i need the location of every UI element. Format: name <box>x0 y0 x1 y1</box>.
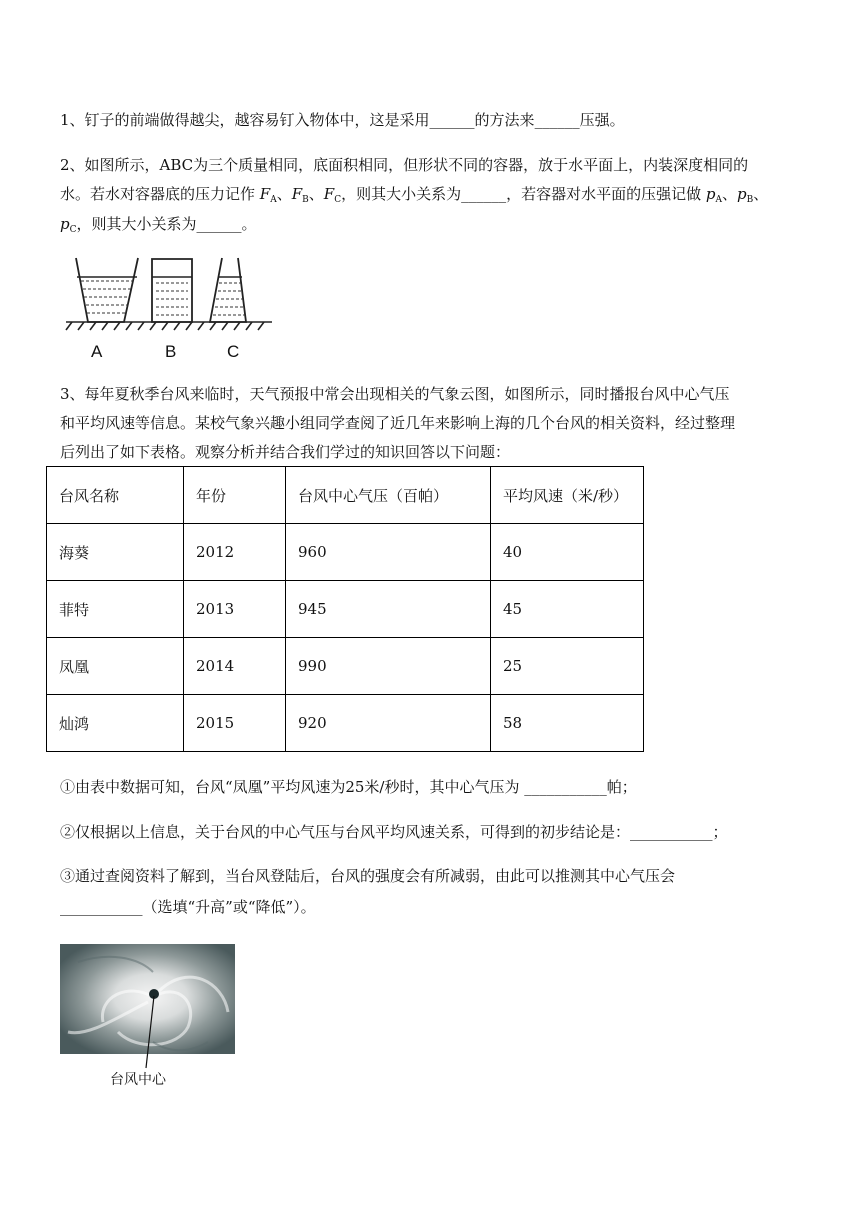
table-header: 台风名称 <box>47 467 184 524</box>
ground-line <box>66 322 272 330</box>
pressure-c: $p_C$ <box>60 215 77 235</box>
q1-text-c: 压强。 <box>579 111 625 129</box>
table-header: 平均风速（米/秒） <box>491 467 644 524</box>
question-1 <box>60 110 625 130</box>
container-a <box>76 258 138 322</box>
q2-text-c: ，若容器对水平面的压强记做 <box>506 185 702 203</box>
q1-blank-1: ______ <box>429 111 475 129</box>
table-cell: 25 <box>491 638 644 695</box>
pressure-a: $p_A$ <box>705 185 723 205</box>
table-cell: 海葵 <box>47 524 184 581</box>
water-a <box>81 281 133 313</box>
table-cell: 45 <box>491 581 644 638</box>
separator: 、 <box>308 185 324 203</box>
q1-text-a: 1、钉子的前端做得越尖，越容易钉入物体中，这是采用 <box>60 111 430 129</box>
table-cell: 40 <box>491 524 644 581</box>
q2-text-b: ，则其大小关系为 <box>341 185 462 203</box>
table-cell: 58 <box>491 695 644 752</box>
sub-question-3-line-1: ③通过查阅资料了解到，当台风登陆后，台风的强度会有所减弱，由此可以推测其中心气压会 <box>60 867 676 885</box>
table-header: 台风中心气压（百帕） <box>286 467 491 524</box>
question-3-line-1: 3、每年夏秋季台风来临时，天气预报中常会出现相关的气象云图，如图所示，同时播报台风中心气压 <box>60 385 730 403</box>
sub-question-2: ②仅根据以上信息，关于台风的中心气压与台风平均风速关系，可得到的初步结论是：___________； <box>60 823 728 841</box>
separator: 、 <box>276 185 292 203</box>
q2-end: 。 <box>241 215 257 233</box>
pressure-b: $p_B$ <box>737 185 754 205</box>
table-cell: 2014 <box>184 638 286 695</box>
table-row <box>47 695 644 752</box>
force-b: $F_B$ <box>291 185 309 205</box>
q2-blank-2: ______ <box>196 215 242 233</box>
table-cell: 2015 <box>184 695 286 752</box>
table-row <box>47 581 644 638</box>
force-c: $F_C$ <box>323 185 342 205</box>
question-2-line-1: 2、如图所示，ABC为三个质量相同，底面积相同，但形状不同的容器，放于水平面上，内装深度相同的 <box>60 156 749 174</box>
question-2-line-2 <box>60 184 768 210</box>
force-a: $F_A$ <box>259 185 277 205</box>
table-cell: 990 <box>286 638 491 695</box>
question-3-line-3: 后列出了如下表格。观察分析并结合我们学过的知识回答以下问题： <box>60 443 511 461</box>
table-row <box>47 638 644 695</box>
typhoon-satellite-image <box>58 942 238 1092</box>
question-3-line-2: 和平均风速等信息。某校气象兴趣小组同学查阅了近几年来影响上海的几个台风的相关资料，经过整理 <box>60 414 736 432</box>
image-caption: 台风中心 <box>110 1072 166 1088</box>
water-c <box>213 283 245 315</box>
typhoon-table <box>46 466 644 752</box>
q2-text-a: 水。若水对容器底的压力记作 <box>60 185 256 203</box>
sub-question-1: ①由表中数据可知，台风“凤凰”平均风速为25米/秒时，其中心气压为 ___________帕； <box>60 778 637 796</box>
label-c: C <box>227 342 240 361</box>
table-cell: 2013 <box>184 581 286 638</box>
containers-figure <box>62 253 277 363</box>
question-2-line-3 <box>60 214 257 240</box>
q2-text-d: ，则其大小关系为 <box>76 215 197 233</box>
separator: 、 <box>753 185 769 203</box>
separator: 、 <box>722 185 738 203</box>
label-a: A <box>91 342 103 361</box>
table-cell: 2012 <box>184 524 286 581</box>
table-cell: 945 <box>286 581 491 638</box>
label-b: B <box>165 342 177 361</box>
table-cell: 菲特 <box>47 581 184 638</box>
container-c <box>210 258 246 322</box>
q1-blank-2: ______ <box>534 111 580 129</box>
table-cell: 960 <box>286 524 491 581</box>
table-header-row <box>47 467 644 524</box>
table-header: 年份 <box>184 467 286 524</box>
table-cell: 920 <box>286 695 491 752</box>
q2-blank-1: ______ <box>461 185 507 203</box>
q1-text-b: 的方法来 <box>474 111 535 129</box>
table-row <box>47 524 644 581</box>
sub-question-3-line-2: ___________（选填“升高”或“降低”）。 <box>60 898 316 916</box>
table-cell: 灿鸿 <box>47 695 184 752</box>
table-cell: 凤凰 <box>47 638 184 695</box>
water-b <box>156 283 188 315</box>
